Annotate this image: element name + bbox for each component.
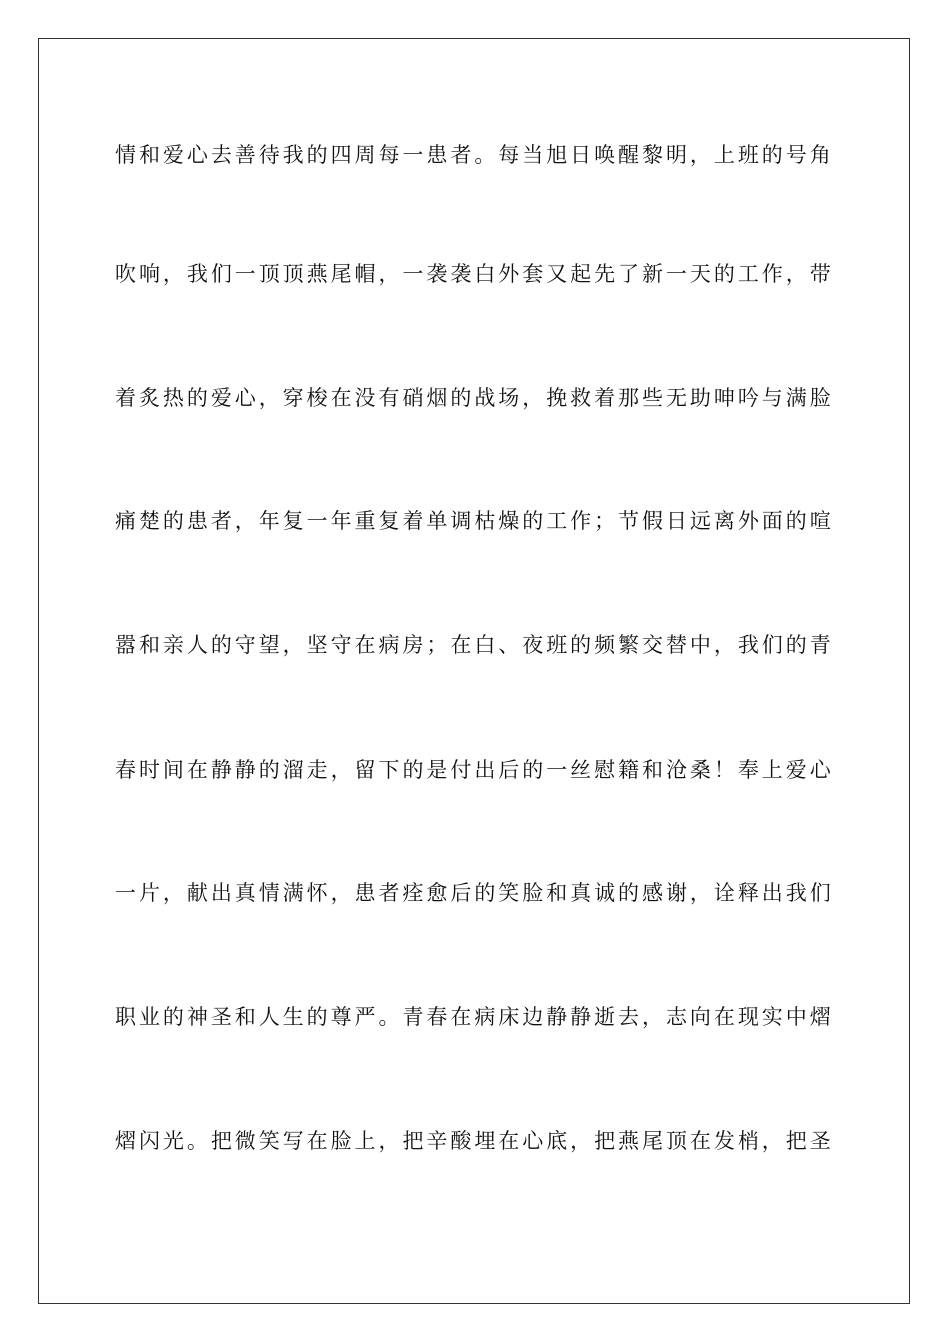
paragraph-line: 春时间在静静的溜走，留下的是付出后的一丝慰籍和沧桑！奉上爱心 [115, 758, 831, 782]
paragraph-line: 痛楚的患者，年复一年重复着单调枯燥的工作；节假日远离外面的喧 [115, 509, 831, 533]
paragraph-line: 职业的神圣和人生的尊严。青春在病床边静静逝去，志向在现实中熠 [115, 1005, 831, 1029]
paragraph-line: 情和爱心去善待我的四周每一患者。每当旭日唤醒黎明，上班的号角 [115, 143, 831, 167]
paragraph-line: 熠闪光。把微笑写在脸上，把辛酸埋在心底，把燕尾顶在发梢，把圣 [115, 1129, 831, 1153]
paragraph-line: 一片，献出真情满怀，患者痊愈后的笑脸和真诚的感谢，诠释出我们 [115, 881, 831, 905]
paragraph-line: 嚣和亲人的守望，坚守在病房；在白、夜班的频繁交替中，我们的青 [115, 633, 831, 657]
page-frame [38, 38, 910, 1304]
paragraph-line: 着炙热的爱心，穿梭在没有硝烟的战场，挽救着那些无助呻吟与满脸 [115, 386, 831, 410]
paragraph-line: 吹响，我们一顶顶燕尾帽，一袭袭白外套又起先了新一天的工作，带 [115, 262, 831, 286]
